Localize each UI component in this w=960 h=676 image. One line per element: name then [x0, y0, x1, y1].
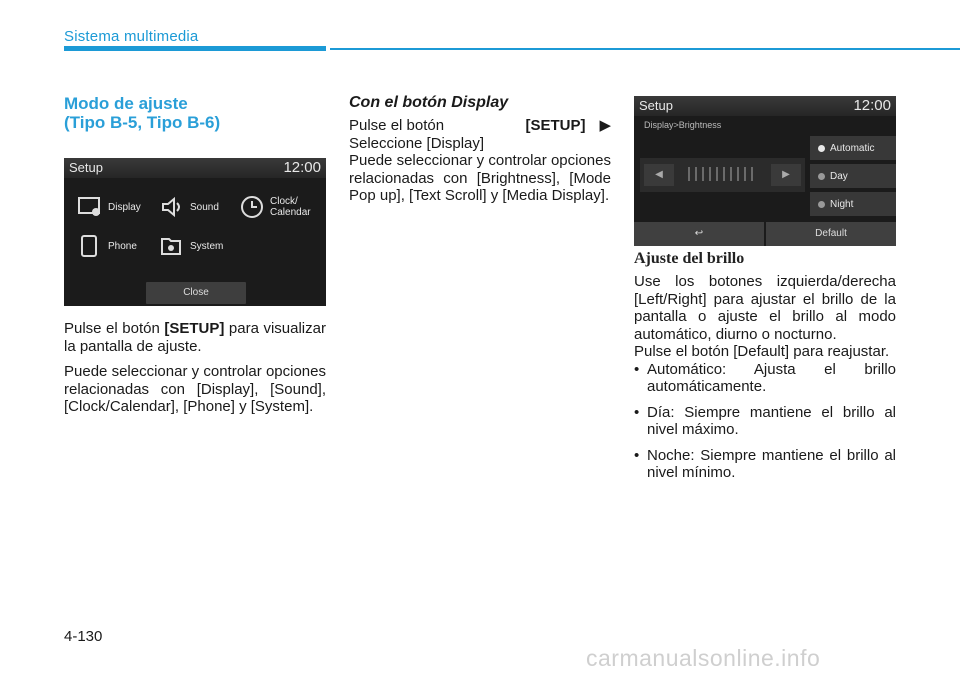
middle-line-3: Puede seleccionar y controlar opciones relacionadas con [Brightness], [Mode Pop up], [Text Scroll] y [Media Display]. [349, 152, 611, 204]
setup-screen-title: Setup [69, 160, 103, 175]
left-arrow-icon: ◀ [644, 164, 674, 186]
setup-item-label: Clock/ [270, 196, 298, 207]
option-label: Automatic [830, 142, 875, 154]
brightness-screen-title: Setup [639, 98, 673, 113]
text-span: Pulse el botón [349, 117, 445, 134]
left-paragraph-2: Puede seleccionar y controlar opciones relacionadas con [Display], [Sound], [Clock/Calendar], [Phone] y [System]. [64, 363, 326, 415]
setup-screen-topbar [64, 158, 326, 178]
bullet-item: • Automático: Ajusta el brillo automáticamente. [634, 361, 896, 396]
bullet-item: • Día: Siempre mantiene el brillo al nivel máximo. [634, 404, 896, 439]
page-number: 4-130 [64, 628, 103, 645]
setup-item-label: System [190, 240, 224, 252]
middle-heading: Con el botón Display [349, 94, 509, 111]
setup-item-label: Phone [108, 240, 137, 252]
right-arrow-icon: ▶ [771, 164, 801, 186]
brightness-bottombar [634, 222, 896, 246]
setup-item-sound [160, 196, 219, 218]
display-icon [78, 196, 104, 218]
slider-ticks [688, 167, 753, 181]
left-paragraph-1 [64, 320, 326, 355]
setup-item-phone [78, 234, 137, 258]
setup-item-label: Calendar [270, 207, 311, 218]
option-day [810, 164, 896, 188]
brightness-screen-clock: 12:00 [853, 97, 891, 114]
system-icon [160, 234, 186, 258]
left-heading-line1: Modo de ajuste [64, 94, 188, 113]
option-label: Night [830, 198, 854, 210]
arrow-icon: ▶ [599, 117, 611, 134]
setup-item-display [78, 196, 141, 218]
header-rule-thick [64, 46, 326, 51]
section-title: Sistema multimedia [64, 28, 199, 45]
option-night [810, 192, 896, 216]
watermark: carmanualsonline.info [586, 645, 821, 671]
setup-item-system [160, 234, 223, 258]
setup-item-clock-text [270, 196, 311, 218]
setup-screen-image [64, 158, 326, 306]
left-heading [64, 94, 326, 132]
middle-line-1 [349, 117, 611, 135]
brightness-bullets [634, 361, 896, 482]
radio-icon [818, 145, 825, 152]
radio-icon [818, 201, 825, 208]
sound-icon [160, 196, 186, 218]
left-body [64, 320, 326, 424]
bullet-item: • Noche: Siempre mantiene el brillo al nivel mínimo. [634, 447, 896, 482]
header-rule-thin [330, 48, 960, 50]
middle-line-2: Seleccione [Display] [349, 134, 485, 152]
left-heading-line2: (Tipo B-5, Tipo B-6) [64, 113, 221, 132]
text-span: Pulse el botón [64, 320, 165, 337]
right-body [634, 273, 896, 490]
right-paragraph-2: Pulse el botón [Default] para reajustar. [634, 343, 890, 360]
radio-icon [818, 173, 825, 180]
clock-icon [240, 194, 266, 220]
setup-item-label: Sound [190, 201, 219, 213]
brightness-slider [640, 158, 805, 192]
back-button: ↩ [634, 222, 764, 246]
brightness-screen-image [634, 96, 896, 246]
option-label: Day [830, 170, 848, 182]
setup-item-clock [240, 194, 311, 220]
setup-item-label: Display [108, 201, 141, 213]
default-button: Default [766, 222, 896, 246]
option-automatic [810, 136, 896, 160]
middle-line-1-text [349, 117, 599, 135]
right-heading: Ajuste del brillo [634, 250, 745, 267]
text-span: para visualizar la pantalla de ajuste. [64, 320, 326, 355]
middle-body [349, 117, 611, 205]
breadcrumb: Display>Brightness [644, 120, 722, 130]
phone-icon [78, 234, 104, 258]
close-button: Close [146, 282, 246, 304]
setup-keyword: [SETUP] [164, 320, 225, 337]
setup-screen-clock: 12:00 [283, 159, 321, 176]
setup-keyword: [SETUP] [525, 117, 586, 134]
right-paragraph-1: Use los botones izquierda/derecha [Left/Right] para ajustar el brillo de la pantalla o ajuste el brillo al modo automático, diurno o nocturno. [634, 273, 896, 343]
brightness-screen-topbar [634, 96, 896, 116]
